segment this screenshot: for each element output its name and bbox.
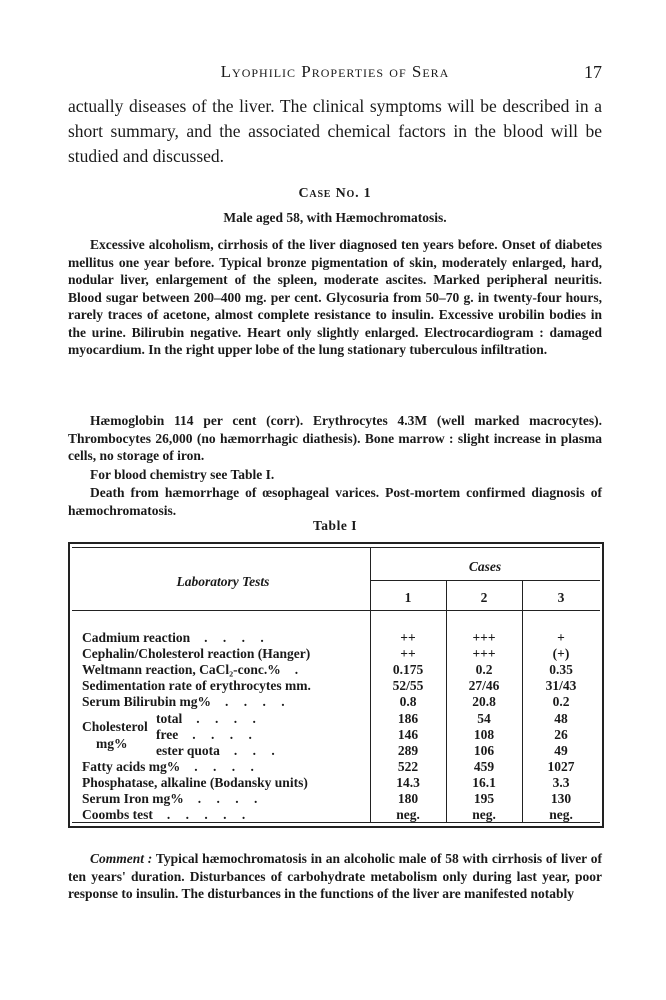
- table-cell: +++: [472, 630, 496, 645]
- table-cell: 522: [397, 758, 419, 774]
- table-cell: 31/43: [545, 678, 577, 694]
- cholesterol-group-unit: mg%: [96, 736, 128, 752]
- header-case-2: 2: [480, 590, 488, 605]
- table-cell: 54: [477, 710, 491, 726]
- table-cell: 0.35: [549, 662, 573, 678]
- table-row-label: [156, 743, 281, 759]
- table-cell: 0.2: [552, 694, 570, 710]
- table-cell: 180: [397, 791, 419, 806]
- table-cell: 106: [473, 742, 495, 758]
- table-row-label: [82, 807, 251, 823]
- table-row-label: [82, 630, 270, 646]
- header-cases: Cases: [468, 559, 502, 574]
- row-label-text: Serum Iron mg%: [82, 791, 184, 806]
- table-cell: 27/46: [468, 678, 500, 694]
- table-cell: 26: [554, 726, 568, 742]
- table-cell: 16.1: [472, 774, 496, 790]
- table-row-label: [82, 775, 308, 791]
- table-header-rule: [370, 580, 600, 581]
- row-label-text: Weltmann reaction, CaCl₂-conc.%: [82, 662, 281, 678]
- case-paragraph: Death from hæmorrhage of œsophageal varices. Post-mortem confirmed diagnosis of hæmochromatosis.: [68, 485, 602, 518]
- table-rule: [72, 547, 600, 548]
- row-label-text: Serum Bilirubin mg%: [82, 694, 212, 710]
- row-label-text: total: [156, 710, 183, 726]
- header-case-3: 3: [557, 590, 565, 605]
- table-cell: 14.3: [396, 774, 420, 790]
- case-paragraph: Excessive alcoholism, cirrhosis of the liver diagnosed ten years before. Onset of diabetes mellitus one year before. Typical bronze pigmentation of skin, moderately enlarged, hard, nodular liver, enlargement of the spleen, moderate ascites. Marked peripheral neuritis. Blood sugar between 200–400 mg. per cent. Glycosuria from 50–70 g. in twenty-four hours, rarely traces of acetone, almost complete resistance to insulin. Excessive urobilin bodies in the urine. Bilirubin negative. Heart only slightly enlarged. Electrocardiogram : damaged myocardium. In the right upper lobe of the lung stationary tuberculous infiltration.: [68, 237, 602, 357]
- row-label-text: ester quota: [156, 742, 220, 758]
- table-row-label: [82, 791, 263, 807]
- leader-dots: . . .: [233, 742, 281, 758]
- table-cell: (+): [552, 646, 570, 662]
- table-cell: ++: [400, 630, 416, 645]
- table-row-label: [156, 711, 262, 727]
- leader-dots: .: [294, 662, 305, 678]
- table-cell: 130: [550, 791, 572, 806]
- table-cell: 108: [473, 726, 495, 742]
- table-cell: +: [557, 630, 565, 645]
- table-cell: 49: [554, 742, 568, 758]
- leader-dots: . . . .: [197, 791, 264, 806]
- case-paragraph-2-block: [68, 412, 602, 465]
- table-column-rule: [522, 580, 523, 822]
- case-paragraph: For blood chemistry see Table I.: [90, 467, 275, 482]
- running-title: Lyophilic Properties of Sera: [220, 62, 450, 81]
- case-paragraph: Hæmoglobin 114 per cent (corr). Erythrocytes 4.3M (well marked macrocytes). Thrombocytes 26,000 (no hæmorrhagic diathesis). Bone marrow : slight increase in plasma cells, no storage of iron.: [68, 413, 602, 463]
- leader-dots: . . . .: [192, 726, 258, 742]
- table-header-rule: [72, 610, 600, 611]
- cholesterol-group-label: Cholesterol: [82, 718, 148, 734]
- laboratory-table: [68, 542, 604, 828]
- table-cell: neg.: [472, 807, 496, 823]
- comment-text: Typical hæmochromatosis in an alcoholic male of 58 with cirrhosis of liver of ten years' duration. Disturbances of carbohydrate metabolism only during last year, poor response to insulin. The disturbances in the functions of the liver are manifested notably: [68, 851, 602, 901]
- row-label-text: Cadmium reaction: [82, 630, 191, 645]
- table-cell: neg.: [549, 807, 573, 823]
- table-cell: 3.3: [552, 774, 570, 790]
- row-label-text: Coombs test: [82, 807, 153, 823]
- case-paragraph-1-block: [68, 236, 602, 359]
- header-laboratory-tests: Laboratory Tests: [176, 574, 270, 589]
- leader-dots: . . . .: [196, 710, 262, 726]
- page-number: 17: [584, 62, 602, 82]
- table-cell: +++: [472, 646, 496, 662]
- row-label-text: Cephalin/Cholesterol reaction (Hanger): [82, 646, 311, 662]
- table-cell: neg.: [396, 807, 420, 823]
- case-paragraph-4-block: [68, 484, 602, 519]
- case-heading: Case No. 1: [298, 186, 372, 201]
- table-row-label: [82, 694, 291, 710]
- row-label-text: Fatty acids mg%: [82, 758, 181, 774]
- row-label-text: free: [156, 726, 179, 742]
- row-label-text: Phosphatase, alkaline (Bodansky units): [82, 774, 308, 790]
- table-cell: 186: [397, 710, 419, 726]
- table-cell: 0.175: [392, 662, 424, 678]
- leader-dots: . . . .: [194, 758, 260, 774]
- table-cell: 459: [473, 758, 495, 774]
- table-row-label: [82, 759, 260, 775]
- table-row-label: [156, 727, 258, 743]
- leader-dots: . . . . .: [166, 807, 252, 823]
- table-cell: 146: [397, 726, 419, 742]
- table-row-label: [82, 678, 311, 694]
- table-caption: Table I: [313, 518, 357, 533]
- case-paragraph-3-block: [68, 466, 602, 484]
- running-head: [68, 62, 602, 84]
- header-case-1: 1: [404, 590, 412, 605]
- table-cell: 195: [473, 791, 495, 806]
- table-cell: 48: [554, 710, 568, 726]
- table-row-label: [82, 646, 310, 662]
- table-cell: 52/55: [392, 678, 424, 694]
- table-cell: 20.8: [472, 694, 496, 710]
- table-cell: 0.8: [399, 694, 417, 710]
- table-cell: 0.2: [475, 662, 493, 678]
- comment-lead: Comment :: [90, 851, 153, 866]
- intro-paragraph: actually diseases of the liver. The clinical symptoms will be described in a short summary, and the associated chemical factors in the blood will be studied and discussed.: [68, 96, 602, 166]
- table-row-label: [82, 662, 304, 678]
- table-column-rule: [446, 580, 447, 822]
- case-subheading: Male aged 58, with Hæmochromatosis.: [223, 210, 447, 225]
- table-cell: 1027: [547, 758, 575, 774]
- leader-dots: . . . .: [225, 694, 291, 710]
- table-cell: ++: [400, 646, 416, 662]
- row-label-text: Sedimentation rate of erythrocytes mm.: [82, 678, 311, 694]
- leader-dots: . . . .: [204, 630, 270, 645]
- table-cell: 289: [397, 742, 419, 758]
- comment-paragraph: [68, 850, 602, 903]
